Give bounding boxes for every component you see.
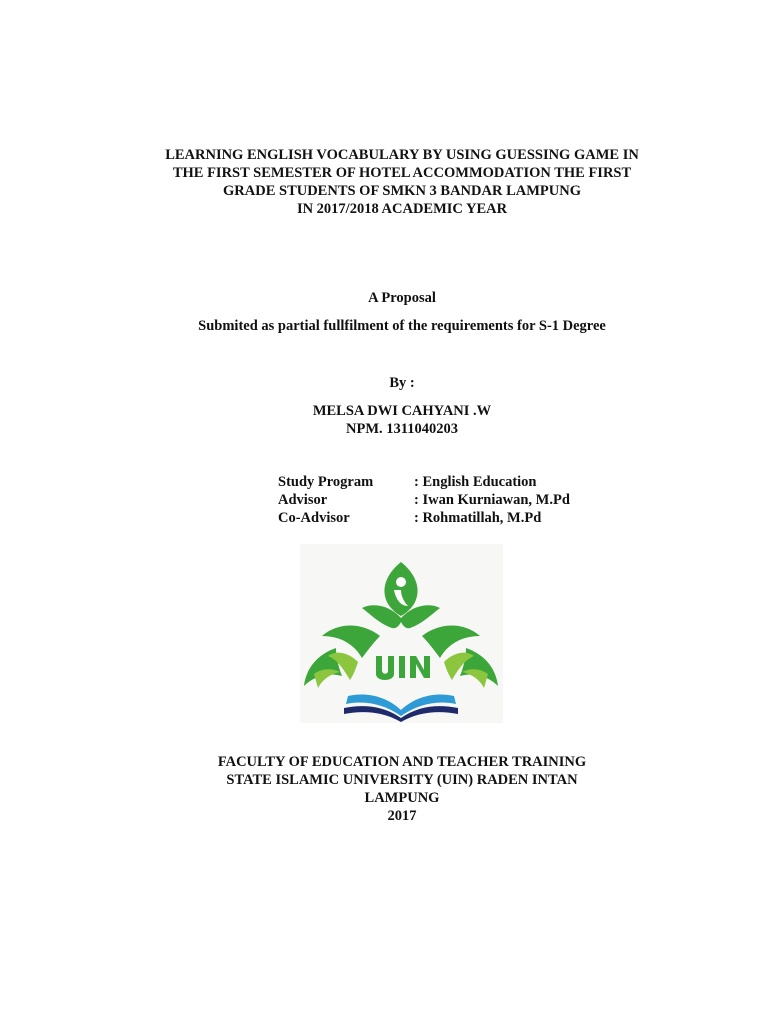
logo-right-curl-inner xyxy=(462,669,488,688)
footer-year: 2017 xyxy=(387,808,417,824)
purpose-text: Submited as partial fullfilment of the requirements for S-1 Degree xyxy=(198,318,606,334)
footer-line: LAMPUNG xyxy=(364,790,440,806)
by-label-text: By : xyxy=(389,375,415,391)
info-value: : English Education xyxy=(414,474,537,490)
author-name: MELSA DWI CAHYANI .W xyxy=(312,403,492,419)
title-line: IN 2017/2018 ACADEMIC YEAR xyxy=(296,201,508,217)
info-row-study-program xyxy=(278,473,570,491)
footer-line: FACULTY OF EDUCATION AND TEACHER TRAINING xyxy=(217,754,587,770)
proposal-label-text: A Proposal xyxy=(368,290,436,306)
uin-logo xyxy=(300,544,503,723)
info-value: : Iwan Kurniawan, M.Pd xyxy=(414,492,570,508)
logo-text xyxy=(376,656,430,680)
title-line: THE FIRST SEMESTER OF HOTEL ACCOMMODATION THE FIRST xyxy=(172,165,632,181)
info-key: Co-Advisor xyxy=(278,510,350,526)
logo-book-right-blue xyxy=(401,695,456,716)
footer-line: STATE ISLAMIC UNIVERSITY (UIN) RADEN INTAN xyxy=(226,772,578,788)
institution-footer xyxy=(18,753,768,825)
purpose-statement xyxy=(18,317,768,335)
info-value: : Rohmatillah, M.Pd xyxy=(414,510,542,526)
info-row-co-advisor xyxy=(278,509,570,527)
uin-logo-icon xyxy=(300,544,503,723)
title-line: GRADE STUDENTS OF SMKN 3 BANDAR LAMPUNG xyxy=(223,183,581,199)
student-number: NPM. 1311040203 xyxy=(346,421,458,437)
info-row-advisor xyxy=(278,491,570,509)
author-info xyxy=(18,402,768,438)
logo-crest-dot xyxy=(396,577,406,587)
info-key: Study Program xyxy=(278,474,374,490)
logo-left-curl-inner xyxy=(314,669,340,688)
title-line: LEARNING ENGLISH VOCABULARY BY USING GUESSING GAME IN xyxy=(165,147,639,163)
proposal-label xyxy=(18,289,768,307)
document-title xyxy=(18,146,768,218)
logo-book-left-blue xyxy=(346,695,401,716)
by-label xyxy=(18,374,768,392)
program-info-table xyxy=(278,473,570,527)
info-key: Advisor xyxy=(278,492,328,508)
logo-crest-leaf xyxy=(384,562,417,616)
